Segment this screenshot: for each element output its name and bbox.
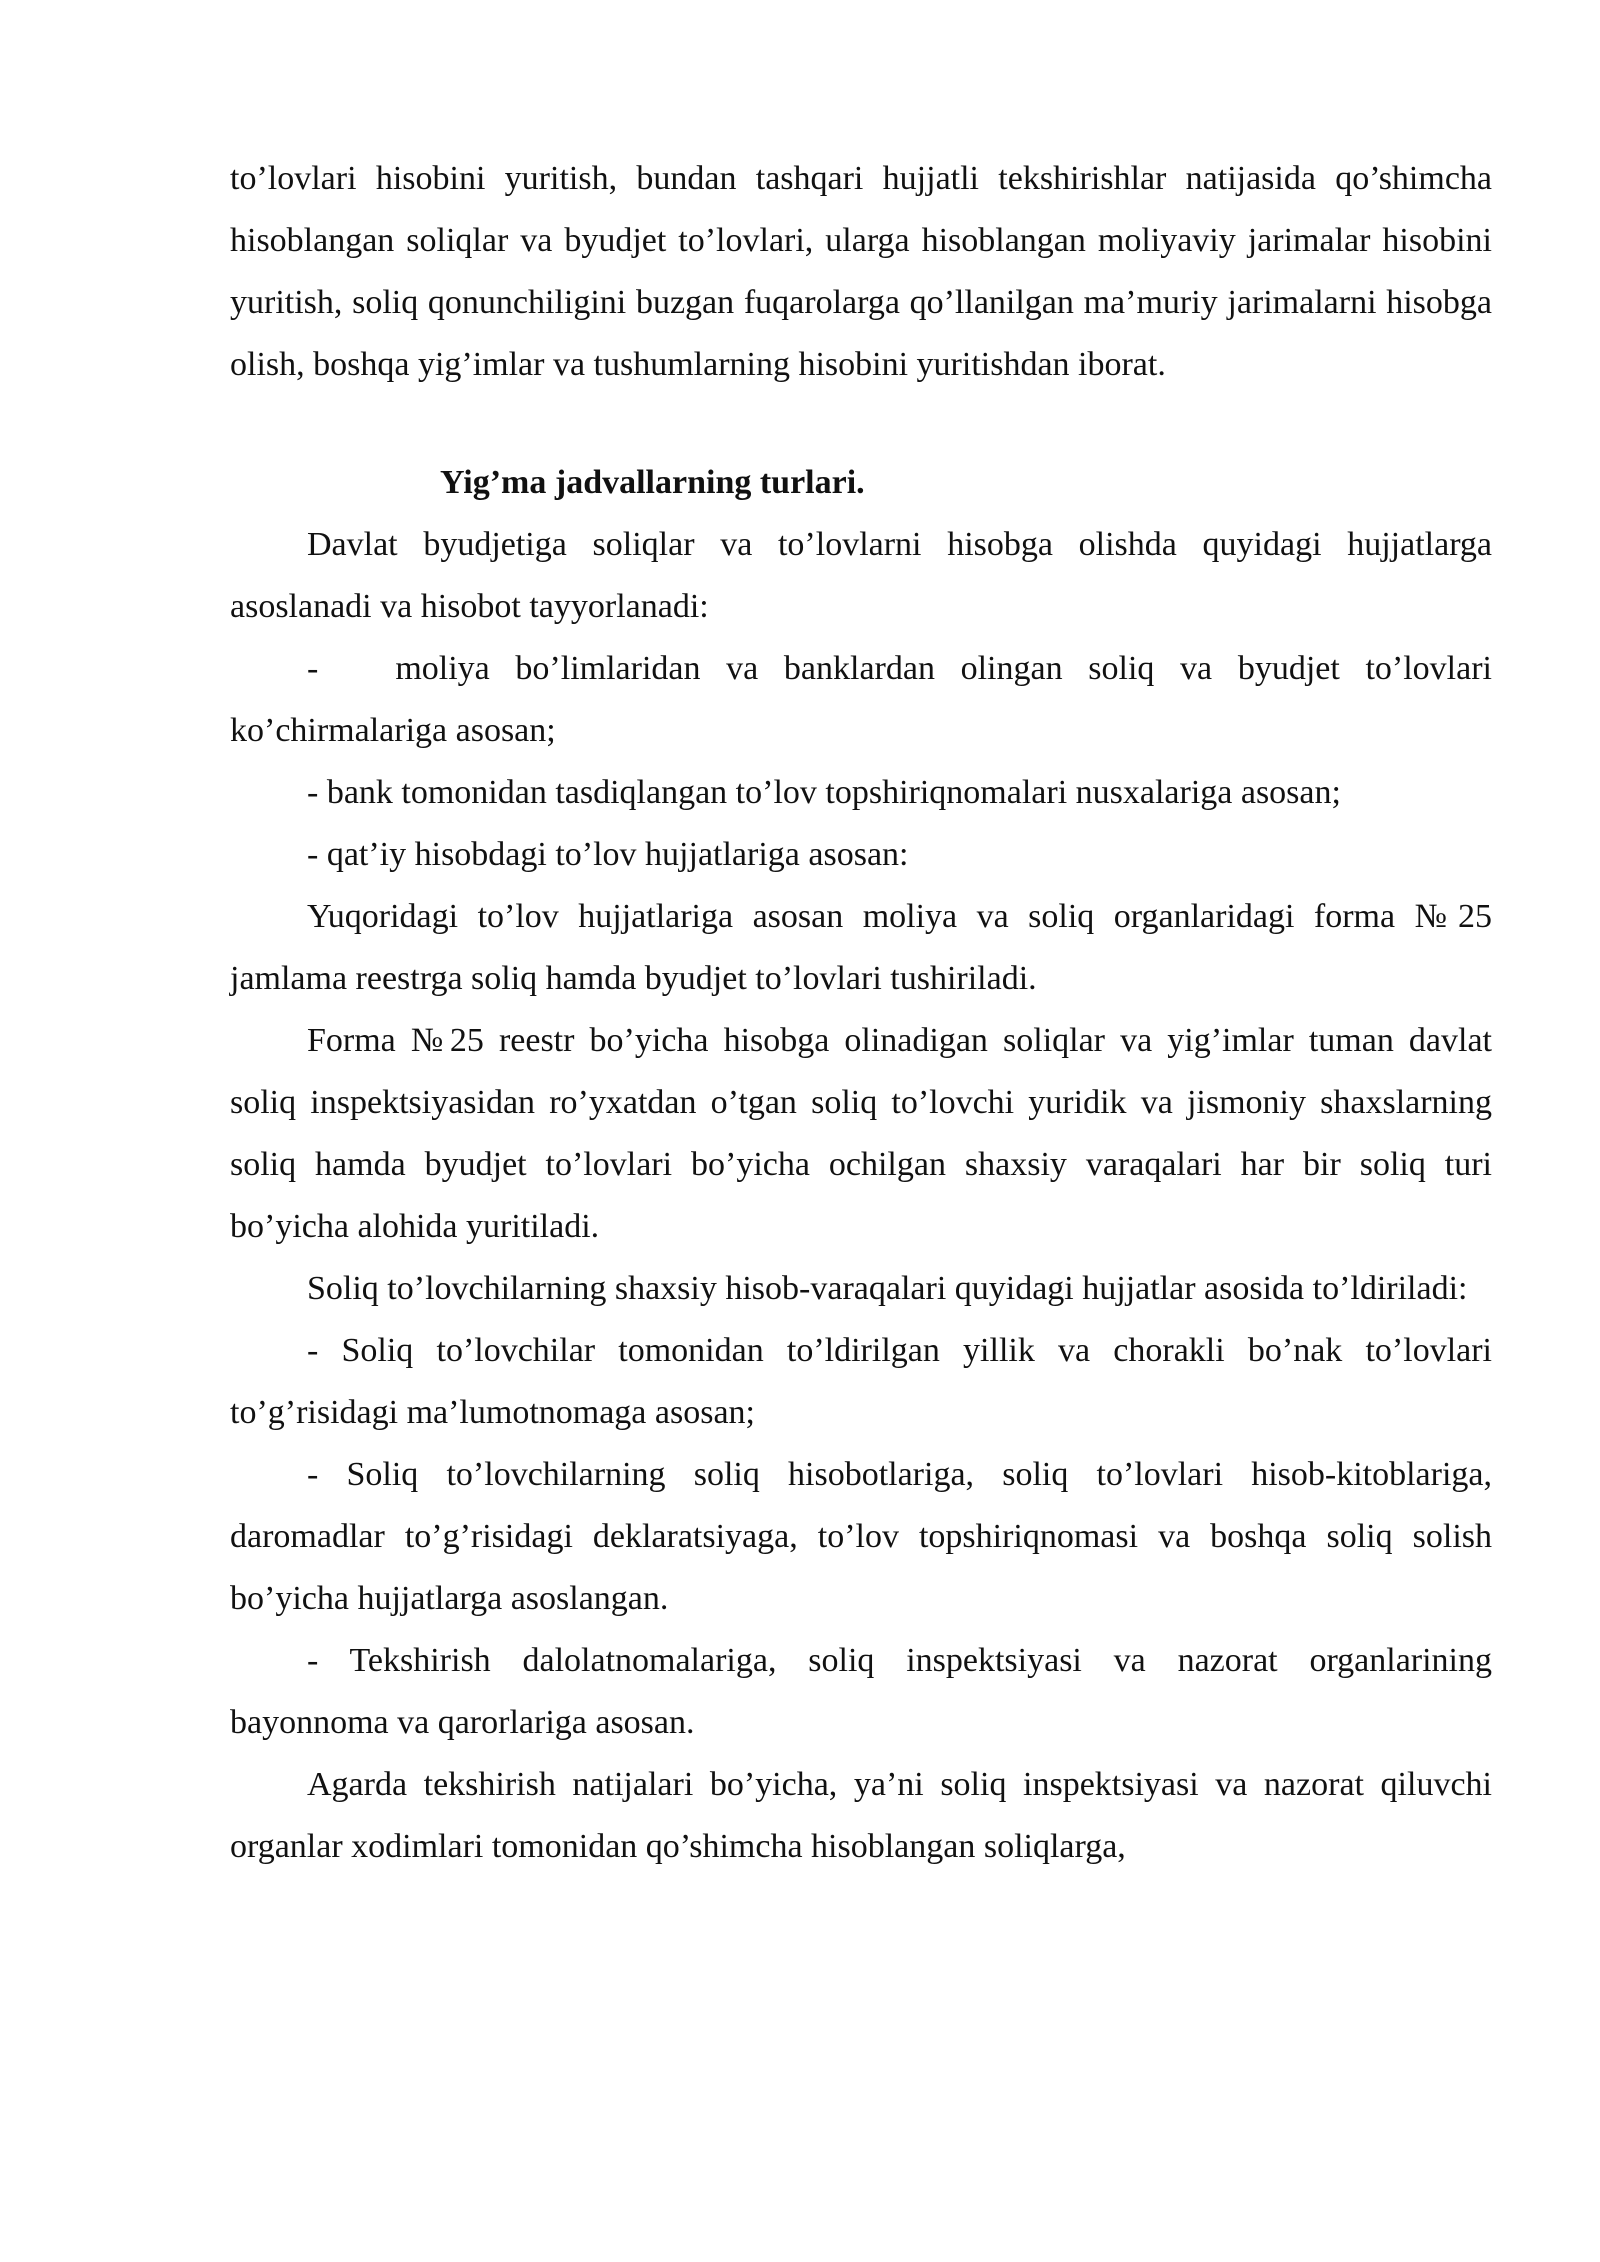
list-item: - moliya bo’limlaridan va banklardan olingan soliq va byudjet to’lovlari ko’chirmalariga asosan; xyxy=(230,650,1492,749)
list-item: - qat’iy hisobdagi to’lov hujjatlariga asosan: xyxy=(307,836,909,873)
body-paragraph: Agarda tekshirish natijalari bo’yicha, ya’ni soliq inspektsiyasi va nazorat qiluvchi organlar xodimlari tomonidan qo’shimcha hisoblangan soliqlarga, xyxy=(230,1766,1492,1865)
intro-paragraph: to’lovlari hisobini yuritish, bundan tashqari hujjatli tekshirishlar natijasida qo’shimcha hisoblangan soliqlar va byudjet to’lovlari, ularga hisoblangan moliyaviy jarimalar hisobini yuritish, soliq qonunchiligini buzgan fuqarolarga qo’llanilgan ma’muriy jarimalarni hisobga olish, boshqa yig’imlar va tushumlarning hisobini yuritishdan iborat. xyxy=(230,160,1492,383)
list-item: - Soliq to’lovchilarning soliq hisobotlariga, soliq to’lovlari hisob-kitoblariga, daromadlar to’g’risidagi deklaratsiyaga, to’lov topshiriqnomasi va boshqa soliq solish bo’yicha hujjatlarga asoslangan. xyxy=(230,1456,1492,1617)
list-item: - bank tomonidan tasdiqlangan to’lov topshiriqnomalari nusxalariga asosan; xyxy=(307,774,1341,811)
body-paragraph: Yuqoridagi to’lov hujjatlariga asosan moliya va soliq organlaridagi forma №25 jamlama reestrga soliq hamda byudjet to’lovlari tushiriladi. xyxy=(230,898,1492,997)
section-spacer xyxy=(230,396,1492,452)
body-paragraph: Soliq to’lovchilarning shaxsiy hisob-varaqalari quyidagi hujjatlar asosida to’ldiriladi: xyxy=(307,1270,1468,1307)
list-item: - Soliq to’lovchilar tomonidan to’ldirilgan yillik va chorakli bo’nak to’lovlari to’g’risidagi ma’lumotnomaga asosan; xyxy=(230,1332,1492,1431)
list-item: - Tekshirish dalolatnomalariga, soliq inspektsiyasi va nazorat organlarining bayonnoma va qarorlariga asosan. xyxy=(230,1642,1492,1741)
body-paragraph: Forma №25 reestr bo’yicha hisobga olinadigan soliqlar va yig’imlar tuman davlat soliq inspektsiyasidan ro’yxatdan o’tgan soliq to’lovchi yuridik va jismoniy shaxslarning soliq hamda byudjet to’lovlari bo’yicha ochilgan shaxsiy varaqalari har bir soliq turi bo’yicha alohida yuritiladi. xyxy=(230,1022,1492,1245)
section-heading: Yig’ma jadvallarning turlari. xyxy=(440,464,865,501)
document-page xyxy=(230,148,1492,1878)
body-paragraph: Davlat byudjetiga soliqlar va to’lovlarni hisobga olishda quyidagi hujjatlarga asoslanadi va hisobot tayyorlanadi: xyxy=(230,526,1492,625)
